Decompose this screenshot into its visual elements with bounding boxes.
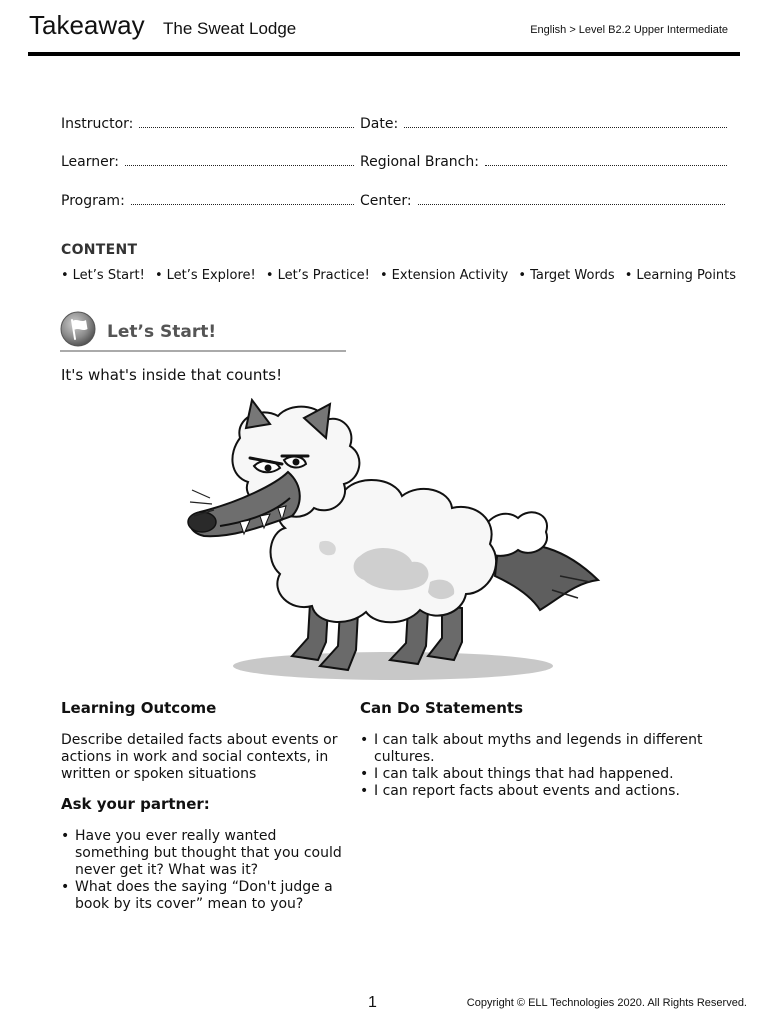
can-do-list — [360, 732, 730, 800]
learner-field[interactable] — [61, 153, 354, 170]
content-list: • Let’s Start! • Let’s Explore! • Let’s Practice! • Extension Activity • Target Words • Learning Points — [61, 268, 737, 283]
can-do-heading: Can Do Statements — [360, 699, 524, 717]
list-item: • I can talk about things that had happened. — [360, 766, 730, 783]
copyright-notice: Copyright © ELL Technologies 2020. All Rights Reserved. — [466, 997, 747, 1009]
brand-title: Takeaway — [29, 10, 145, 40]
program-field[interactable] — [61, 192, 354, 209]
instructor-label: Instructor: — [61, 116, 134, 132]
level-breadcrumb: English > Level B2.2 Upper Intermediate — [530, 24, 728, 36]
list-item: • What does the saying “Don't judge a book by its cover” mean to you? — [61, 879, 351, 913]
header-divider — [28, 52, 740, 56]
date-line[interactable] — [404, 115, 727, 128]
content-item[interactable]: Let’s Explore! — [166, 268, 256, 283]
list-item: • Have you ever really wanted something but thought that you could never get it? What was it? — [61, 828, 351, 879]
learning-outcome-text: Describe detailed facts about events or actions in work and social contexts, in written or spoken situations — [61, 732, 338, 782]
section-tagline: It's what's inside that counts! — [61, 366, 283, 384]
flag-icon — [60, 311, 96, 347]
lesson-title: The Sweat Lodge — [163, 19, 297, 38]
wolf-in-sheeps-clothing-illustration — [180, 398, 610, 686]
date-label: Date: — [360, 116, 399, 132]
regional-branch-label: Regional Branch: — [360, 154, 479, 170]
section-title: Let’s Start! — [107, 322, 217, 342]
content-item[interactable]: Extension Activity — [391, 268, 509, 283]
list-item: • I can talk about myths and legends in different cultures. — [360, 732, 730, 766]
content-item[interactable]: Let’s Practice! — [277, 268, 370, 283]
ask-partner-list — [61, 828, 351, 913]
learning-outcome-heading: Learning Outcome — [61, 699, 217, 717]
regional-branch-field[interactable] — [360, 153, 727, 170]
ask-partner-heading: Ask your partner: — [61, 795, 210, 813]
instructor-line[interactable] — [139, 115, 354, 128]
content-item[interactable]: Let’s Start! — [72, 268, 145, 283]
content-item[interactable]: Target Words — [530, 268, 615, 283]
lets-start-section-header — [60, 310, 346, 352]
center-label: Center: — [360, 193, 412, 209]
center-line[interactable] — [418, 192, 725, 205]
center-field[interactable] — [360, 192, 725, 209]
program-line[interactable] — [131, 192, 354, 205]
page-header — [29, 10, 740, 46]
date-field[interactable] — [360, 115, 727, 132]
instructor-field[interactable] — [61, 115, 354, 132]
list-item: • I can report facts about events and actions. — [360, 783, 730, 800]
learner-line[interactable] — [125, 153, 354, 166]
program-label: Program: — [61, 193, 125, 209]
page-number: 1 — [368, 994, 377, 1011]
learner-label: Learner: — [61, 154, 119, 170]
regional-branch-line[interactable] — [485, 153, 727, 166]
content-heading: CONTENT — [61, 242, 138, 258]
content-item[interactable]: Learning Points — [636, 268, 737, 283]
